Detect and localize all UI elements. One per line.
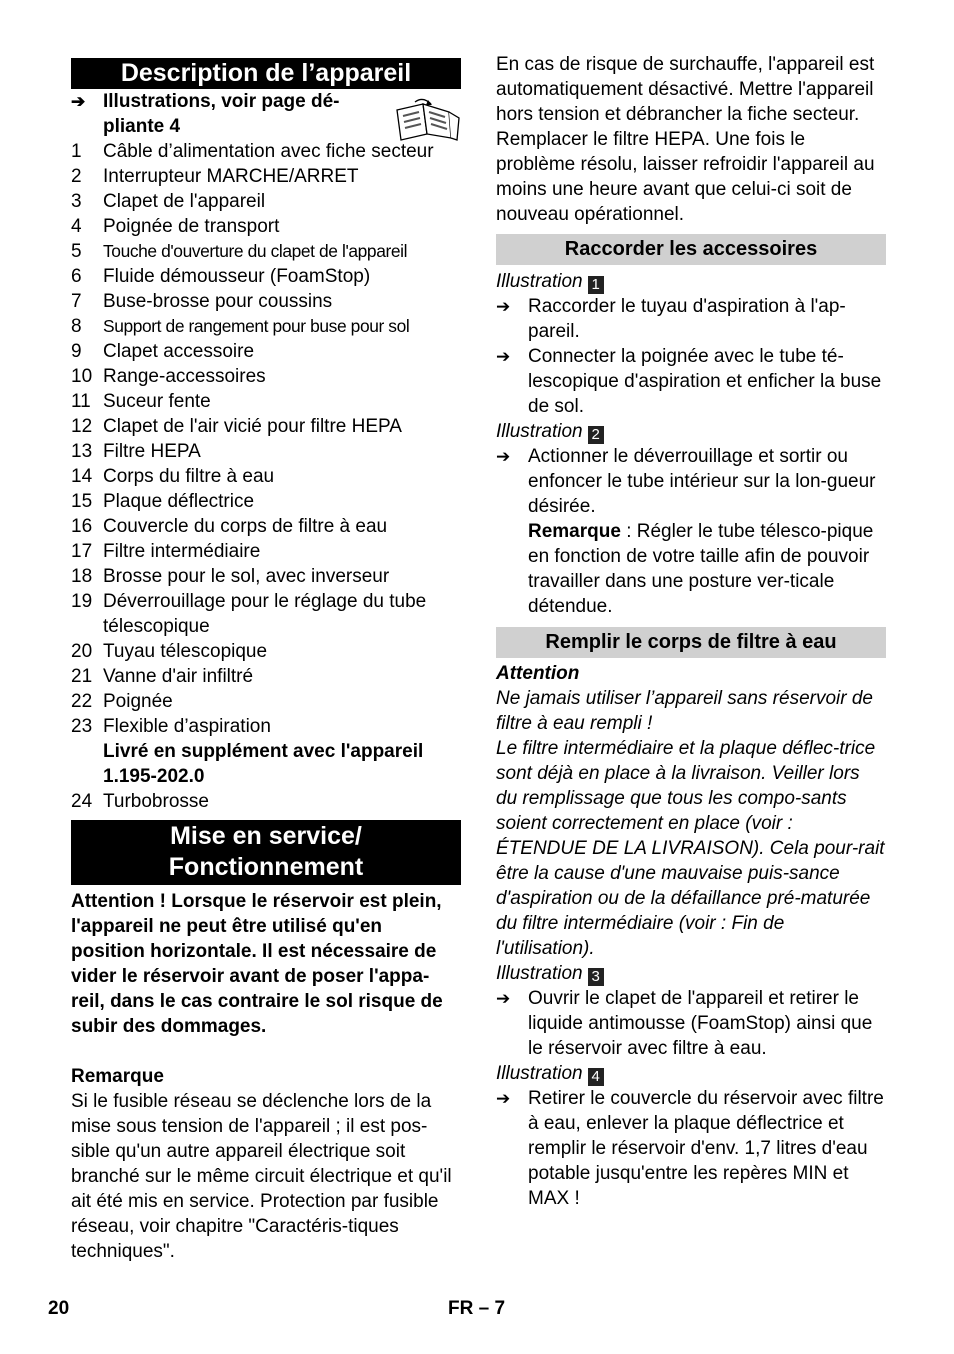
attention-label: Attention bbox=[496, 663, 580, 684]
illustration-ref-1: Illustration 1 bbox=[496, 269, 886, 294]
list-item-text: Brosse pour le sol, avec inverseur bbox=[103, 566, 390, 587]
list-item-text: Support de rangement pour buse pour sol bbox=[103, 316, 410, 336]
list-item-text: Touche d'ouverture du clapet de l'appareil bbox=[103, 241, 408, 261]
step-item: ➔ Retirer le couvercle du réservoir avec filtre à eau, enlever la plaque déflectrice et remplir le réservoir d'env. 1,7 litres d'eau potable jusqu'entre les repères MIN et MAX ! bbox=[496, 1088, 884, 1209]
list-item-number: 4 bbox=[71, 216, 82, 237]
list-item bbox=[71, 289, 461, 314]
list-item-text: Suceur fente bbox=[103, 391, 211, 412]
step-item: ➔ Ouvrir le clapet de l'appareil et retirer le liquide antimousse (FoamStop) ainsi que le réservoir avec filtre à eau. bbox=[496, 988, 873, 1059]
list-item bbox=[71, 664, 461, 689]
list-item-text: Filtre HEPA bbox=[103, 441, 201, 462]
list-item-number: 17 bbox=[71, 541, 93, 562]
list-item-text: Fluide démousseur (FoamStop) bbox=[103, 266, 371, 287]
section-title-remplir: Remplir le corps de filtre à eau bbox=[496, 627, 886, 658]
list-item-number: 3 bbox=[71, 191, 82, 212]
illustration-ref-2: Illustration 2 bbox=[496, 419, 886, 444]
list-item-text: Couvercle du corps de filtre à eau bbox=[103, 516, 388, 537]
list-item-text: Poignée de transport bbox=[103, 216, 280, 237]
list-item-number: 11 bbox=[71, 391, 91, 412]
list-item bbox=[71, 689, 461, 714]
figure-number-badge: 2 bbox=[588, 426, 604, 444]
list-item-number: 14 bbox=[71, 466, 93, 487]
attention-text-2: Le filtre intermédiaire et la plaque déflec-trice sont déjà en place à la livraison. Veiller lors du remplissage que tous les compo-sants soient correctement en place (voir : ÉTENDUE DE LA LIVRAISON). Cela pour-rait être la cause d'une mauvaise puis-sance d'aspiration ou de la défaillance pré-maturée du filtre intermédiaire (voir : Fin de l'utilisation). bbox=[496, 738, 885, 959]
section-reference: FR – 7 bbox=[448, 1298, 506, 1319]
parts-list bbox=[71, 139, 461, 739]
section-title-description: Description de l’appareil bbox=[71, 58, 461, 89]
list-item-number: 9 bbox=[71, 341, 82, 362]
list-item bbox=[71, 139, 461, 164]
overheat-paragraph: En cas de risque de surchauffe, l'appareil est automatiquement désactivé. Mettre l'appareil hors tension et débrancher la fiche secteur. Remplacer le filtre HEPA. Une fois le problème résolu, laisser refroidir l'appareil au moins une heure avant que celui-ci soit de nouveau opérationnel. bbox=[496, 54, 875, 225]
page-number: 20 bbox=[48, 1298, 70, 1319]
list-item-text: Déverrouillage pour le réglage du tube télescopique bbox=[103, 591, 427, 637]
list-item bbox=[71, 714, 461, 739]
list-item-number: 12 bbox=[71, 416, 93, 437]
right-column bbox=[496, 54, 886, 1211]
figure-number-badge: 4 bbox=[588, 1068, 604, 1086]
list-item bbox=[71, 314, 461, 339]
illustration-ref-4: Illustration 4 bbox=[496, 1061, 886, 1086]
section-title-raccorder: Raccorder les accessoires bbox=[496, 234, 886, 265]
list-item bbox=[71, 214, 461, 239]
list-item bbox=[71, 189, 461, 214]
section-title-mise-en-service: Mise en service/ Fonctionnement bbox=[71, 820, 461, 885]
list-item bbox=[71, 389, 461, 414]
list-item-text: Range-accessoires bbox=[103, 366, 266, 387]
foldout-booklet-icon bbox=[393, 98, 461, 142]
list-item bbox=[71, 639, 461, 664]
list-item-text: Poignée bbox=[103, 691, 173, 712]
list-item-number: 6 bbox=[71, 266, 82, 287]
list-item-number: 2 bbox=[71, 166, 82, 187]
supplement-note: Livré en supplément avec l'appareil 1.195-202.0 bbox=[103, 741, 424, 787]
list-item-number: 7 bbox=[71, 291, 82, 312]
list-item-number: 23 bbox=[71, 716, 93, 737]
list-item bbox=[71, 514, 461, 539]
attention-text-1: Ne jamais utiliser l’appareil sans réservoir de filtre à eau rempli ! bbox=[496, 688, 873, 734]
list-item-text: Câble d’alimentation avec fiche secteur bbox=[103, 141, 434, 162]
list-item-number: 16 bbox=[71, 516, 93, 537]
list-item-text: Filtre intermédiaire bbox=[103, 541, 261, 562]
list-item bbox=[71, 264, 461, 289]
list-item-number: 21 bbox=[71, 666, 93, 687]
list-item bbox=[71, 414, 461, 439]
remarque-paragraph: Si le fusible réseau se déclenche lors de la mise sous tension de l'appareil ; il est pos-sible qu'un autre appareil électrique soit branché sur le même circuit électrique et qu'il ait été mis en service. Protection par fusible réseau, voir chapitre "Caractéris-tiques techniques". bbox=[71, 1091, 452, 1262]
figure-number-badge: 1 bbox=[588, 276, 604, 294]
list-item-number: 15 bbox=[71, 491, 93, 512]
illustrations-note-text: Illustrations, voir page dé-pliante 4 bbox=[103, 91, 340, 137]
right-arrow-icon: ➔ bbox=[496, 297, 511, 316]
list-item bbox=[71, 464, 461, 489]
list-item: 24 Turbobrosse bbox=[71, 791, 209, 812]
list-item bbox=[71, 364, 461, 389]
remarque-title: Remarque bbox=[71, 1066, 164, 1087]
attention-paragraph: Attention ! Lorsque le réservoir est plein, l'appareil ne peut être utilisé qu'en position horizontale. Il est nécessaire de vider le réservoir avant de poser l'appa-reil, dans le cas contraire le sol risque de subir des dommages. bbox=[71, 891, 443, 1037]
right-arrow-icon: ➔ bbox=[496, 347, 511, 366]
list-item-text: Plaque déflectrice bbox=[103, 491, 255, 512]
list-item bbox=[71, 164, 461, 189]
list-item-text: Interrupteur MARCHE/ARRET bbox=[103, 166, 359, 187]
list-item-number: 18 bbox=[71, 566, 93, 587]
list-item-text: Clapet de l'appareil bbox=[103, 191, 266, 212]
list-item-number: 5 bbox=[71, 241, 82, 262]
left-column bbox=[71, 58, 461, 1264]
right-arrow-icon: ➔ bbox=[496, 989, 511, 1008]
list-item bbox=[71, 439, 461, 464]
list-item-text: Flexible d’aspiration bbox=[103, 716, 271, 737]
list-item bbox=[71, 339, 461, 364]
figure-number-badge: 3 bbox=[588, 968, 604, 986]
step-item: ➔ Connecter la poignée avec le tube té-lescopique d'aspiration et enficher la buse de sol. bbox=[496, 346, 882, 417]
list-item-number: 1 bbox=[71, 141, 82, 162]
list-item-text: Corps du filtre à eau bbox=[103, 466, 275, 487]
list-item-number: 22 bbox=[71, 691, 93, 712]
list-item bbox=[71, 564, 461, 589]
list-item-number: 13 bbox=[71, 441, 93, 462]
step-item: ➔ Actionner le déverrouillage et sortir ou enfoncer le tube intérieur sur la lon-gueur désirée. Remarque : Régler le tube télesco-pique en fonction de votre taille afin de pouvoir travailler dans une posture ver-ticale détendue. bbox=[496, 446, 876, 617]
list-item-text: Clapet accessoire bbox=[103, 341, 255, 362]
list-item-text: Buse-brosse pour coussins bbox=[103, 291, 333, 312]
step-item: ➔ Raccorder le tuyau d'aspiration à l'ap-pareil. bbox=[496, 296, 846, 342]
list-item-number: 19 bbox=[71, 591, 93, 612]
list-item-number: 8 bbox=[71, 316, 82, 337]
list-item bbox=[71, 489, 461, 514]
right-arrow-icon: ➔ bbox=[496, 1089, 511, 1108]
right-arrow-icon: ➔ bbox=[496, 447, 511, 466]
list-item bbox=[71, 239, 461, 264]
illustration-ref-3: Illustration 3 bbox=[496, 961, 886, 986]
list-item-text: Clapet de l'air vicié pour filtre HEPA bbox=[103, 416, 402, 437]
list-item-number: 10 bbox=[71, 366, 93, 387]
list-item bbox=[71, 539, 461, 564]
right-arrow-icon: ➔ bbox=[71, 92, 86, 111]
list-item bbox=[71, 589, 461, 639]
list-item-text: Vanne d'air infiltré bbox=[103, 666, 254, 687]
list-item-number: 20 bbox=[71, 641, 93, 662]
list-item-text: Tuyau télescopique bbox=[103, 641, 268, 662]
